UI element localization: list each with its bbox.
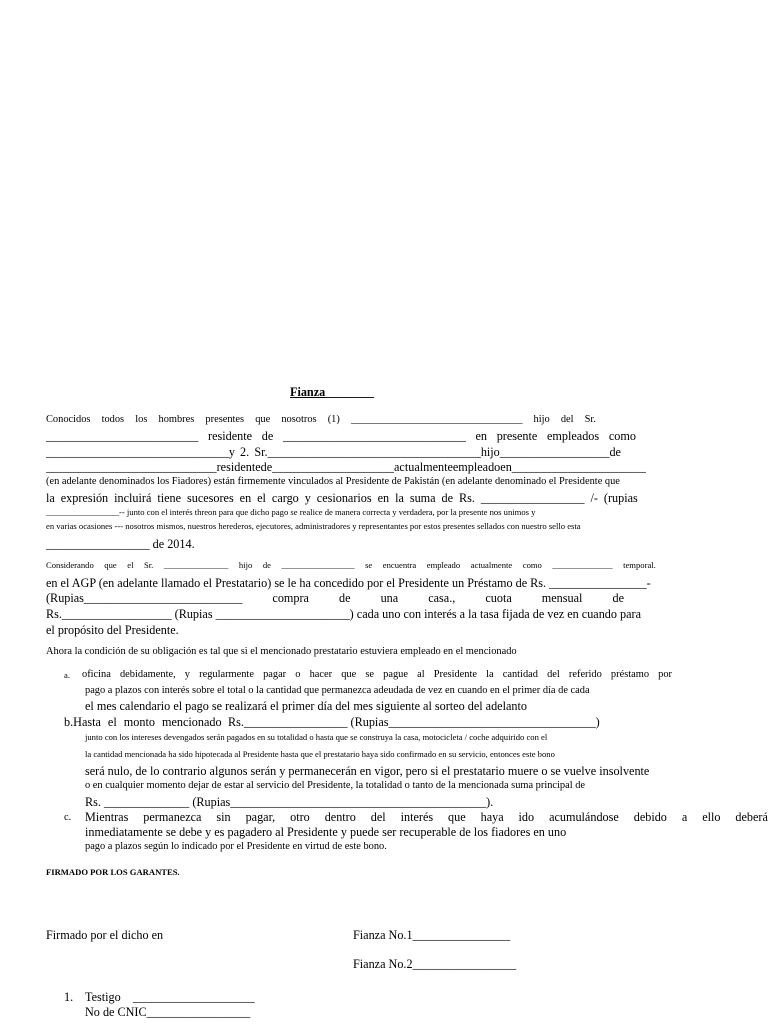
para1-line5: (en adelante denominados los Fiadores) están firmemente vinculados al Presidente de Pakistán (en adelante denominado el Presidente que: [46, 476, 620, 487]
para2-line3-word: una: [380, 591, 399, 605]
para2-line4: Rs.__________________ (Rupias ______________________) cada uno con interés a la tasa fijada de vez en cuando para: [46, 607, 642, 621]
para1-line6-word: la: [46, 491, 55, 505]
para2-line1-word: _________________: [281, 560, 355, 570]
para1-line2-word: ______________________________: [282, 429, 466, 443]
item-a-line1-word: préstamo: [610, 669, 650, 680]
para2-line1-word: de: [262, 560, 271, 570]
item-a-line1-word: regularmente: [199, 669, 254, 680]
item-a-line1-word: referido: [568, 669, 602, 680]
para2-line3-word: mensual: [541, 591, 583, 605]
para1-line6: [46, 492, 638, 504]
item-a-line1-word: debidamente,: [119, 669, 176, 680]
para1-line9: _________________ de 2014.: [46, 537, 195, 551]
para1-line6-word: tiene: [157, 491, 182, 505]
para2-line1-word: empleado: [426, 560, 461, 570]
para1-line6-word: suma: [409, 491, 436, 505]
para1-line3-word: 2.: [240, 445, 250, 459]
para1-line6-word: incluirá: [114, 491, 152, 505]
para1-line4-word: de: [260, 460, 273, 474]
para1-line2-word: empleados: [547, 429, 600, 443]
item-c-line1-word: Mientras: [85, 810, 129, 824]
item-a-line1-word: por: [658, 669, 672, 680]
para1-line6-word: expresión: [60, 491, 109, 505]
item-c-line1-word: ido: [518, 810, 535, 824]
item-b-line6: Rs. ______________ (Rupias__________________________________________).: [85, 795, 494, 809]
para1-line1-word: _________________________________: [350, 414, 523, 425]
item-c-marker: c.: [64, 812, 72, 823]
para2-line1-word: Considerando: [46, 560, 94, 570]
para2-line3-word: (Rupias__________________________: [46, 591, 243, 605]
para1-line3-word: ______________________________y: [46, 445, 235, 459]
para1-line1-word: que: [255, 414, 271, 425]
item-c-line1-word: pagar,: [245, 810, 276, 824]
para1-line1-word: Sr.: [584, 414, 596, 425]
para1-line2-word: _________________________: [46, 429, 199, 443]
signed-by-guarantors: FIRMADO POR LOS GARANTES.: [46, 867, 180, 877]
item-a-line1-word: Presidente: [433, 669, 477, 680]
para1-line6-word: (rupias: [603, 491, 638, 505]
para1-line6-word: cesionarios: [316, 491, 372, 505]
para1-line2-word: de: [261, 429, 274, 443]
para1-line6-word: sucesores: [186, 491, 234, 505]
signed-by-label: Firmado por el dicho en: [46, 928, 164, 942]
para2-line1-word: ______________: [552, 560, 613, 570]
para1-line6-word: la: [395, 491, 404, 505]
para1-line4-word: ______________________: [511, 460, 646, 474]
item-c-line1-word: deberá: [735, 810, 768, 824]
item-c-line1-word: permanezca: [143, 810, 202, 824]
item-a-line1-word: del: [547, 669, 560, 680]
para1-line6-word: cargo: [271, 491, 299, 505]
para1-line6-word: y: [304, 491, 311, 505]
para2-line1: [46, 561, 656, 570]
para1-line1-word: presentes: [205, 414, 245, 425]
item-a-line3: el mes calendario el pago se realizará el primer día del mes siguiente al sorteo del adelanto: [85, 699, 527, 713]
para1-line6-word: _________________: [480, 491, 585, 505]
para2-line3-word: de: [339, 591, 351, 605]
item-a-line2: pago a plazos con interés sobre el total o la cantidad que permanezca adeudada de vez en cuando en el primer día de cada: [85, 685, 590, 696]
para1-line1: [46, 415, 596, 425]
para1-line6-word: en: [239, 491, 252, 505]
item-b-amount: Rs._________________ (Rupias__________________________________): [228, 715, 600, 729]
para1-line6-word: el: [257, 491, 266, 505]
item-c-line1-word: ello: [702, 810, 721, 824]
para2-line3: [46, 592, 624, 604]
item-c-line1-word: del: [370, 810, 386, 824]
condition-line: Ahora la condición de su obligación es tal que si el mencionado prestatario estuviera empleado en el mencionado: [46, 646, 517, 657]
item-b-line4: será nulo, de lo contrario algunos serán y permanecerán en vigor, pero si el prestatario muere o se vuelve insolvente: [85, 764, 650, 778]
para1-line2-word: como: [608, 429, 636, 443]
para1-line2-word: presente: [496, 429, 538, 443]
item-c-line1-word: sin: [216, 810, 231, 824]
witness-number: 1.: [64, 990, 74, 1004]
item-c-line1-word: acumulándose: [549, 810, 619, 824]
para1-line1-word: hombres: [158, 414, 195, 425]
item-c-line1-word: haya: [480, 810, 504, 824]
para2-line1-word: actualmente: [470, 560, 513, 570]
item-c-line1-word: a: [681, 810, 688, 824]
para2-line1-word: se: [365, 560, 373, 570]
item-a-line1-word: oficina: [82, 669, 111, 680]
para2-line1-word: el: [127, 560, 134, 570]
para2-line1-word: temporal.: [623, 560, 656, 570]
item-a-line1-word: que: [341, 669, 357, 680]
item-a-line1-word: pagar: [263, 669, 287, 680]
para1-line3: [46, 446, 621, 458]
para1-line4-word: ____________________: [272, 460, 395, 474]
para1-line6-word: /-: [590, 491, 598, 505]
para1-line7: _________________-- junto con el interés threon para que dicho pago se realice de manera correcta y verdadera, por la presente nos unimos y: [46, 507, 536, 517]
item-c-line3: pago a plazos según lo indicado por el Presidente en virtud de este bono.: [85, 841, 387, 852]
item-c-line1-word: otro: [290, 810, 310, 824]
para2-line1-word: que: [104, 560, 117, 570]
para2-line3-word: de: [612, 591, 624, 605]
item-c-line1-word: interés: [400, 810, 434, 824]
para1-line2-word: residente: [208, 429, 253, 443]
item-a-line1: [82, 670, 672, 680]
item-c-line1-word: que: [448, 810, 466, 824]
item-a-line1-word: pague: [383, 669, 408, 680]
item-a-line1-word: la: [486, 669, 494, 680]
item-b-line3: la cantidad mencionada ha sido hipotecada al Presidente hasta que el prestatario haya sido confirmado en su servicio, entonces este bono: [85, 749, 555, 759]
para2-line1-word: hijo: [238, 560, 253, 570]
para2-line3-word: casa.,: [428, 591, 456, 605]
item-b-line2: junto con los intereses devengados serán pagados en su totalidad o hasta que se construya la casa, motocicleta / coche adquirido con el: [85, 732, 548, 742]
para1-line6-word: en: [377, 491, 390, 505]
para1-line4: [46, 460, 646, 474]
para1-line6-word: Rs.: [459, 491, 475, 505]
para2-line2: en el AGP (en adelante llamado el Prestatario) se le ha concedido por el Presidente un Préstamo de Rs. ________________-: [46, 576, 651, 590]
item-a-line1-word: se: [365, 669, 375, 680]
bond-1-field: Fianza No.1________________: [353, 928, 511, 942]
para1-line1-word: (1): [327, 414, 340, 425]
item-a-line1-word: cantidad: [502, 669, 538, 680]
para1-line2-word: en: [475, 429, 487, 443]
item-a-line1-word: hacer: [309, 669, 333, 680]
item-b-line1: [64, 716, 620, 728]
para1-line6-word: de: [441, 491, 454, 505]
para2-line5: el propósito del Presidente.: [46, 623, 179, 637]
item-c-line1-word: debido: [633, 810, 667, 824]
title-blank: ________: [325, 385, 374, 399]
para1-line4-word: ____________________________: [46, 460, 217, 474]
para1-line4-word: en: [500, 460, 512, 474]
item-a-marker: a.: [64, 670, 70, 680]
para1-line1-word: los: [135, 414, 148, 425]
para1-line4-word: residente: [216, 460, 261, 474]
para1-line1-word: todos: [101, 414, 125, 425]
para1-line8: en varias ocasiones --- nosotros mismos, nuestros herederos, ejecutores, administradores y representantes por estos presentes sellados con nuestro sello esta: [46, 521, 581, 531]
item-c-line1-word: dentro: [324, 810, 356, 824]
para2-line1-word: encuentra: [382, 560, 417, 570]
witness-field: Testigo ____________________: [85, 990, 255, 1004]
para1-line1-word: hijo: [533, 414, 550, 425]
cnic-field: No de CNIC_________________: [85, 1005, 251, 1019]
para1-line1-word: del: [560, 414, 574, 425]
para2-line1-word: _______________: [163, 560, 229, 570]
para2-line3-word: cuota: [485, 591, 512, 605]
para2-line1-word: como: [522, 560, 542, 570]
item-b-line5: o en cualquier momento dejar de estar al servicio del Presidente, la totalidad o tanto de la mencionada suma principal de: [85, 780, 586, 791]
para1-line4-word: actualmente: [394, 460, 453, 474]
item-a-line1-word: y: [184, 669, 190, 680]
para1-line1-word: nosotros: [281, 414, 317, 425]
item-a-line1-word: al: [417, 669, 425, 680]
para1-line1-word: Conocidos: [46, 414, 91, 425]
item-c-line2: inmediatamente se debe y es pagadero al Presidente y puede ser recuperable de los fiadores en uno: [85, 825, 567, 839]
para1-line3-word: Sr.___________________________________hijo__________________de: [254, 445, 621, 459]
para1-line4-word: empleado: [452, 460, 501, 474]
document-title: [290, 386, 374, 398]
bond-2-field: Fianza No.2_________________: [353, 957, 517, 971]
para1-line2: [46, 430, 636, 442]
item-b-heading: b.Hasta el monto mencionado: [64, 715, 222, 729]
para2-line3-word: compra: [272, 591, 309, 605]
item-a-line1-word: o: [295, 669, 301, 680]
item-c-line1: [85, 811, 768, 823]
para2-line1-word: Sr.: [144, 560, 154, 570]
title-word: Fianza: [290, 385, 326, 399]
